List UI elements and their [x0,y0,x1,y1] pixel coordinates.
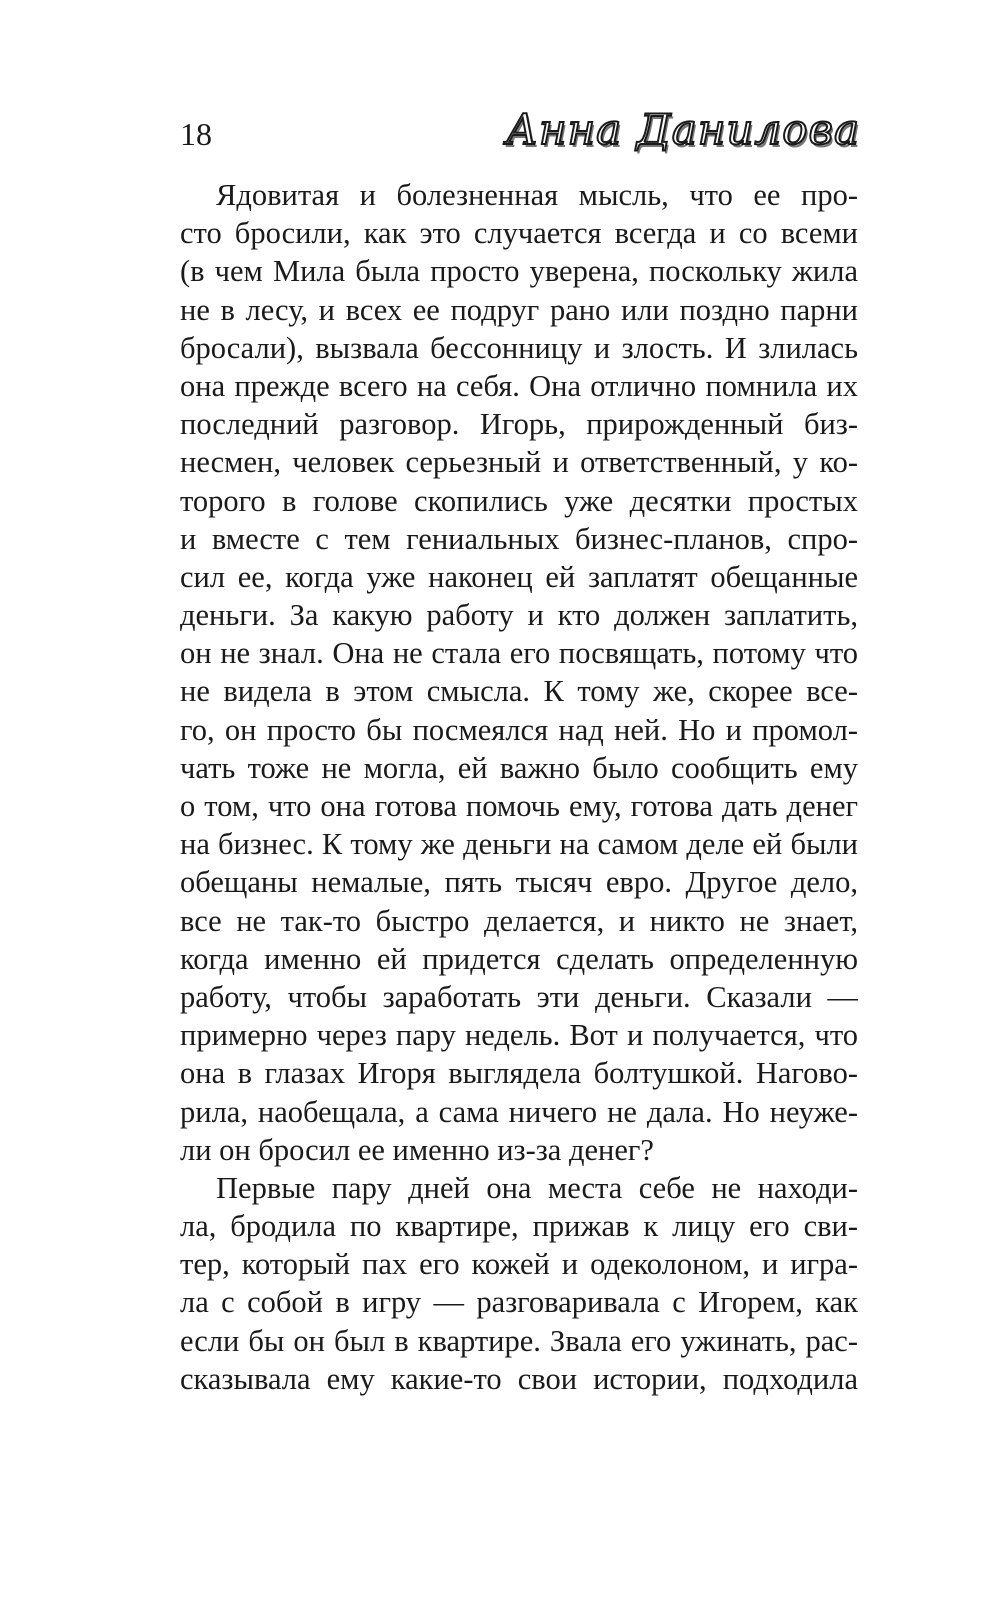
text-line: последний разговор. Игорь, прирожденный биз- [180,407,858,442]
text-line: ли он бросил ее именно из-за денег? [180,1132,654,1167]
text-line: сказывала ему какие-то свои истории, подходила [180,1361,858,1396]
text-line: работу, чтобы заработать эти деньги. Сказали — [180,979,858,1014]
paragraph-2 [180,1169,858,1398]
author-running-head: Анна Данилова [506,105,860,154]
text-line: она в глазах Игоря выглядела болтушкой. Нагово- [180,1056,858,1091]
text-line: если бы он был в квартире. Звала его ужинать, рас- [180,1323,858,1358]
text-line: обещаны немалые, пять тысяч евро. Другое дело, [180,865,858,900]
text-line: бросали), вызвала бессонницу и злость. И злилась [180,330,858,365]
text-line: рила, наобещала, а сама ничего не дала. Но неуже- [180,1094,858,1129]
text-line: не видела в этом смысла. К тому же, скорее все- [180,674,858,709]
text-line: сил ее, когда уже наконец ей заплатят обещанные [180,559,858,594]
text-line: когда именно ей придется сделать определенную [180,941,858,976]
text-line: ла, бродила по квартире, прижав к лицу его сви- [180,1209,858,1244]
text-line: примерно через пару недель. Вот и получается, что [180,1018,858,1053]
paragraph-1 [180,176,858,1169]
text-line: торого в голове скопились уже десятки простых [180,483,858,518]
text-line: не в лесу, и всех ее подруг рано или поздно парни [180,292,858,327]
body-text [180,176,858,1398]
text-line: деньги. За какую работу и кто должен заплатить, [180,598,858,633]
text-line: он не знал. Она не стала его посвящать, потому что [180,636,858,671]
text-line: на бизнес. К тому же деньги на самом деле ей были [180,827,858,862]
page-number: 18 [180,116,212,152]
text-line: сто бросили, как это случается всегда и со всеми [180,216,858,251]
text-line: (в чем Мила была просто уверена, поскольку жила [180,254,858,289]
text-line: тер, который пах его кожей и одеколоном, и игра- [180,1247,858,1282]
text-line: чать тоже не могла, ей важно было сообщить ему [180,750,858,785]
text-line: Ядовитая и болезненная мысль, что ее про- [216,178,858,212]
text-line: все не так-то быстро делается, и никто не знает, [180,903,858,938]
text-line: и вместе с тем гениальных бизнес-планов, спро- [180,521,858,556]
text-line: ла с собой в игру — разговаривала с Игорем, как [180,1285,858,1320]
text-line: го, он просто бы посмеялся над ней. Но и промол- [180,712,858,747]
text-line: Первые пару дней она места себе не находи- [216,1170,858,1205]
text-line: она прежде всего на себя. Она отлично помнила их [180,368,858,403]
text-line: о том, что она готова помочь ему, готова дать денег [180,789,858,823]
text-line: несмен, человек серьезный и ответственный, у ко- [180,445,858,480]
